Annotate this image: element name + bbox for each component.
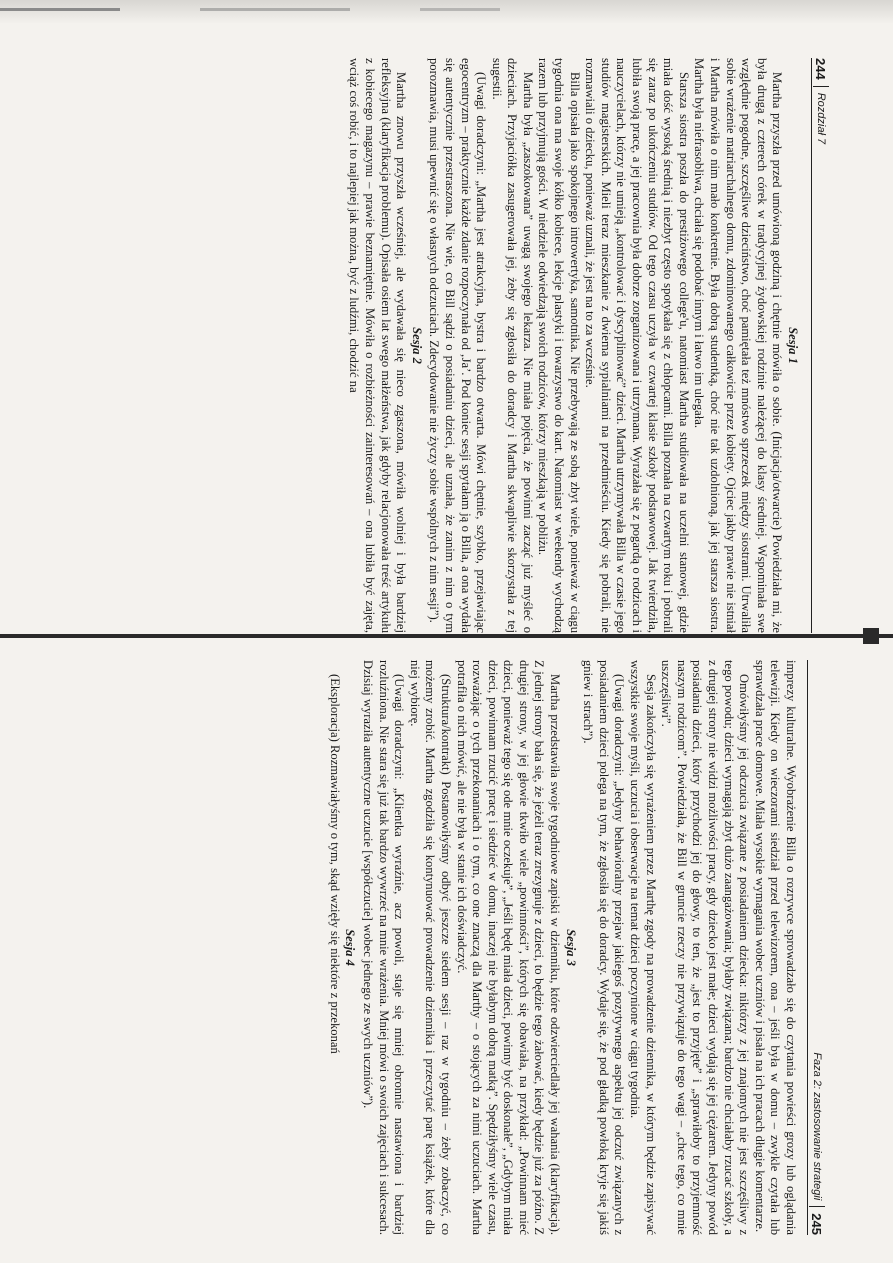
paragraph: imprezy kulturalne. Wyobrażenie Billa o rozrywce sprowadzało się do czytania powieści grozy lub oglądania telewizji. Kiedy on wieczorami siedział przed telewizorem, ona – jeśli była w domu – zwykle czytała lub sprawdzała prace domowe. Miała wysokie wymagania wobec uczniów i pisała na ich pracach długie komentarze. bbox=[752, 660, 798, 1235]
session-heading: Sesja 4 bbox=[343, 929, 358, 966]
paragraph: Martha znowu przyszła wcześniej, ale wydawała się nieco zgaszona, mówiła wolniej i była bardziej refleksyjna (klaryfikacja problemu). Opisała osiem lat swego małżeństwa, jak gdyby relacjonowała treść artykułu z kobiecego magazynu – prawie beznamiętnie. Mówiła o rozbieżności zainteresowań – ona lubiła być zajęta, wciąż coś robić, i to najlepiej jak można, być z ludźmi, chodzić na bbox=[347, 58, 409, 633]
book-spine bbox=[0, 634, 893, 638]
page-number: 245 bbox=[809, 1213, 825, 1235]
header-rule bbox=[807, 660, 808, 1235]
header-divider bbox=[813, 86, 829, 87]
paragraph: (Eksploracja) Rozmawiałyśmy o tym, skąd wzięły się niektóre z przekonań bbox=[327, 674, 342, 1054]
paragraph: (Uwagi doradczyni: „Jedyny behawioralny przejaw jakiegoś pozytywnego aspektu jej odczuć związanych z posiadaniem dzieci polega na tym, że zgłosiła się do doradcy. Wydaje się, że pod gładką powłoką kryje się jakiś gniew i strach”). bbox=[581, 660, 627, 1235]
session-heading: Sesja 2 bbox=[409, 327, 424, 364]
header-rule bbox=[811, 58, 812, 633]
page-245 bbox=[53, 660, 828, 1235]
page-body bbox=[53, 660, 798, 1235]
session-heading: Sesja 3 bbox=[563, 929, 578, 966]
page-244 bbox=[57, 58, 832, 633]
paragraph: (Uwagi doradczyni: „Martha jest atrakcyjna, bystra i bardzo otwarta. Mówi chętnie, szybko, przejawiając egocentryzm – praktycznie każde zdanie rozpoczynała od ‚Ja’. Pod koniec sesji spytałam ją o Billa, a ona wydała się autentycznie przestraszona. Nie wie, co Bill sądzi o posiadaniu dzieci, ale uznała, że zanim z nim o tym porozmawia, musi upewnić się o własnych odczuciach. Zdecydowanie nie życzy sobie wspólnych z nim sesji”). bbox=[427, 58, 489, 633]
spine-mark bbox=[863, 628, 879, 644]
page-header bbox=[810, 58, 832, 633]
paragraph: (Uwagi doradczyni: „Klientka wyraźnie, acz powoli, staje się mniej obronnie nastawiona i bardziej rozluźniona. Nie stara się już tak bardzo wywrzeć na mnie wrażenia. Mniej mówi o swoich zajęciach i sukcesach. Dzisiaj wyraziła autentyczne uczucie [współczucie] wobec jednego ze swych uczniów”). bbox=[360, 660, 407, 1235]
running-head: Faza 2: zastosowanie strategii bbox=[811, 1052, 823, 1201]
paragraph: Starsza siostra poszła do prestiżowego college'u, natomiast Martha studiowała na uczelni stanowej, gdzie miała dość wysoką średnią i niezbyt często spotykała się z chłopcami. Billa poznała na czwartym roku i pobrali się zaraz po ukończeniu studiów. Od tego czasu uczyła w czwartej klasie szkoły podstawowej. Jak twierdziła, lubiła swoją pracę, a jej pracownia była dobrze zorganizowana i utrzymana. Wyrażała się z pogardą o rodzicach i nauczycielach, którzy nie umieją „kontrolować i dyscyplinować” dzieci. Martha utrzymywała Billa w czasie jego studiów magisterskich. Mieli teraz mieszkanie z dwiema sypialniami na przedmieściu. Kiedy się pobrali, nie rozmawiali o dziecku, ponieważ uznali, że jest na to za wcześnie. bbox=[583, 58, 691, 633]
header-divider bbox=[809, 1206, 825, 1207]
paragraph: Martha przedstawiła swoje tygodniowe zapiski w dzienniku, które odzwierciedlały jej wahania (klaryfikacja). Z jednej strony bała się, że jeżeli teraz zrezygnuje z dzieci, to będzie tego żałować, kiedy będzie już za późno. Z drugiej strony, w jej głowie tkwiło wiele „powinności”, których się obawiała, na przykład: „Powinnam mieć dzieci, ponieważ tego się ode mnie oczekuje”, „Jeśli będę miała dzieci, powinny być doskonałe”, „Gdybym miała dzieci, powinnam rzucić pracę i siedzieć w domu, inaczej nie byłabym dobrą matką”. Spędziłyśmy wiele czasu, rozważając o tych przekonaniach i o tym, co one znaczą dla Marthy – o stojących za nimi uczuciach. Martha potrafiła o nich mówić, ale nie była w stanie ich doświadczyć. bbox=[454, 660, 563, 1235]
scan-edge bbox=[0, 0, 893, 24]
running-head: Rozdział 7 bbox=[815, 92, 827, 145]
page-body bbox=[57, 58, 802, 633]
page-number: 244 bbox=[813, 58, 829, 80]
paragraph: Sesja zakończyła się wyrażeniem przez Marthę zgody na prowadzenie dziennika, w którym będzie zapisywać wszystkie swoje myśli, uczucia i obserwacje na temat dzieci poczynione w ciągu tygodnia. bbox=[628, 660, 658, 1235]
paragraph: Martha przyszła przed umówioną godziną i chętnie mówiła o sobie. (Inicjacja/otwarcie) Powiedziała mi, że była drugą z czterech córek w tradycyjnej żydowskiej rodzinie należącej do klasy średniej. Wspominała swe względnie pogodne, szczęśliwe dzieciństwo, choć pamiętała też mnóstwo sprzeczek między siostrami. Utrwaliła sobie wrażenie matriarchalnego domu, zdominowanego całkowicie przez kobiety. Ojciec jakby prawie nie istniał i Martha mówiła o nim mało konkretnie. Była dobrą studentką, choć nie tak uzdolnioną, jak jej starsza siostra. Martha była niefrasobliwa, chciała się podobać innym i łatwo im ulegała. bbox=[692, 58, 785, 633]
paragraph: (Struktura/kontrakt) Postanowiłyśmy odbyć jeszcze siedem sesji – raz w tygodniu – żeby zobaczyć, co możemy zrobić. Martha zgodziła się kontynuować prowadzenie dziennika i przeczytać parę książek, które dla niej wybiorę. bbox=[407, 660, 453, 1235]
scan-streak bbox=[200, 8, 350, 11]
scan-streak bbox=[420, 8, 500, 11]
paragraph: Omówiłyśmy jej odczucia związane z posiadaniem dziecka: niktórzy z jej znajomych nie jest szczęśliwy z tego powodu; dzieci wymagają zbyt dużo zaangażowania; byłaby związana; bardzo nie chciałaby rzucać szkoły, a z drugiej strony nie widzi możliwości pracy, gdy dziecko jest małe; dzieci wydają się jej ciężarem. Jedyny powód posiadania dzieci, który przychodzi jej do głowy, to ten, że „jest to przyjęte” i „sprawiłoby to przyjemność naszym rodzicom”. Powiedziała, że Bill w gruncie rzeczy nie przywiązuje do tego wagi – „chce tego, co mnie uszczęśliwi”. bbox=[659, 660, 752, 1235]
paragraph: Martha była „zaszokowana” uwagą swojego lekarza. Nie miała pojęcia, że powinni zacząć już myśleć o dzieciach. Przyjaciółka zasugerowała jej, żeby się zgłosiła do doradcy i Martha skwapliwie skorzystała z tej sugestii. bbox=[489, 58, 535, 633]
page-header bbox=[806, 660, 828, 1235]
scan-streak bbox=[0, 8, 120, 11]
paragraph: Billa opisała jako spokojnego introwertyka, samotnika. Nie przebywają ze sobą zbyt wiele, ponieważ w ciągu tygodnia ona ma swoje kółko kobiece, lekcje plastyki i towarzystwo do kart. Natomiast w weekendy wychodzą razem lub przyjmują gości. W niedziele odwiedzają swoich rodziców, którzy mieszkają w pobliżu. bbox=[536, 58, 582, 633]
session-heading: Sesja 1 bbox=[786, 327, 800, 364]
